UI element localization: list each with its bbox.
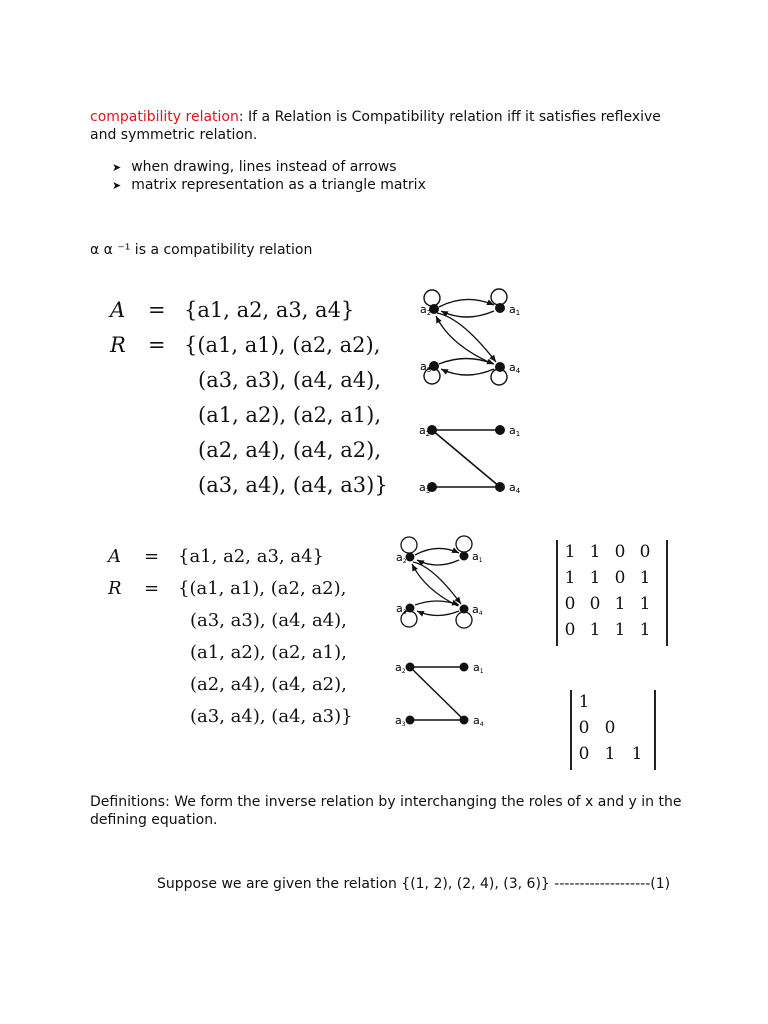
matrix-cell: 1	[639, 594, 651, 614]
matrix-cell: 1	[589, 620, 601, 640]
edge-a2-a4	[432, 430, 500, 487]
relation-line: A = {a1, a2, a3, a4}	[110, 298, 355, 322]
matrix-cell: 0	[589, 594, 601, 614]
matrix-cell: 1	[589, 542, 601, 562]
node-a1	[460, 663, 469, 672]
relation-line: R = {(a1, a1), (a2, a2),	[108, 578, 347, 599]
matrix-cell: 1	[614, 594, 626, 614]
relation-line: (a2, a4), (a4, a2),	[198, 438, 382, 462]
edge-a2-a4	[413, 562, 461, 604]
matrix-cell: 1	[614, 620, 626, 640]
edge-a2-a4	[437, 313, 496, 362]
matrix-cell: 0	[614, 542, 626, 562]
matrix-cell: 0	[614, 568, 626, 588]
relation-line: (a3, a4), (a4, a3)}	[198, 473, 388, 497]
node-label: a4	[509, 481, 521, 495]
node-label: a1	[473, 661, 484, 675]
compatibility-graph-small	[410, 667, 464, 720]
node-a1	[495, 303, 505, 313]
node-label: a4	[472, 603, 483, 617]
edge-a2-a4	[410, 667, 464, 720]
relation-line: (a3, a3), (a4, a4),	[198, 368, 382, 392]
arrowhead-bullet-icon: ➤	[112, 161, 122, 174]
relation-line: R = {(a1, a1), (a2, a2),	[110, 333, 381, 357]
matrix-cell: 0	[639, 542, 651, 562]
bullet-item: ➤ when drawing, lines instead of arrows	[112, 159, 397, 175]
matrix-cell: 0	[564, 620, 576, 640]
definition-text-continued: and symmetric relation.	[90, 127, 258, 143]
node-label: a2	[420, 303, 432, 317]
matrix-cell: 1	[604, 744, 616, 764]
node-a1	[460, 552, 469, 561]
self-loop	[456, 612, 472, 628]
digraph-with-arrows-small	[401, 536, 472, 628]
edge-a4-a2	[412, 564, 458, 606]
matrix-cell: 0	[578, 744, 590, 764]
node-label: a1	[472, 550, 483, 564]
edge-a1-a2	[441, 311, 494, 317]
node-a1	[495, 425, 505, 435]
matrix-cell: 1	[639, 568, 651, 588]
relation-line: (a3, a3), (a4, a4),	[190, 610, 347, 631]
self-loop	[456, 536, 472, 552]
self-loop	[491, 289, 507, 305]
matrix-cell: 1	[631, 744, 643, 764]
edge-a3-a4	[415, 601, 459, 605]
edge-a1-a2	[417, 560, 459, 565]
node-a3	[406, 716, 415, 725]
relation-line: (a3, a4), (a4, a3)}	[190, 706, 353, 727]
matrix-cell: 0	[578, 718, 590, 738]
matrix-cell: 0	[564, 594, 576, 614]
definitions-text-continued: defining equation.	[90, 812, 218, 828]
node-a4	[460, 716, 469, 725]
relation-matrix	[556, 540, 668, 646]
digraph-with-arrows	[424, 289, 507, 385]
digraph-nodes-small	[406, 552, 469, 614]
node-label: a1	[509, 424, 521, 438]
example-statement: Suppose we are given the relation {(1, 2), (2, 4), (3, 6)} -------------------(1)	[157, 876, 671, 892]
matrix-bracket-left	[556, 540, 558, 646]
node-label: a1	[509, 303, 521, 317]
edge-a4-a3	[441, 369, 494, 375]
edge-a4-a3	[417, 611, 459, 616]
relation-line: (a1, a2), (a2, a1),	[198, 403, 382, 427]
node-label: a4	[473, 714, 484, 728]
node-label: a2	[395, 661, 406, 675]
relation-line: (a2, a4), (a4, a2),	[190, 674, 347, 695]
matrix-bracket-left	[570, 690, 572, 770]
node-label: a3	[419, 481, 431, 495]
compatibility-graph	[432, 430, 500, 487]
node-label: a2	[396, 551, 407, 565]
node-label: a4	[509, 361, 521, 375]
matrix-cell: 1	[589, 568, 601, 588]
node-a4	[495, 362, 505, 372]
matrix-bracket-right	[666, 540, 668, 646]
composition-statement: α α ⁻¹ is a compatibility relation	[90, 242, 313, 258]
edge-a4-a2	[436, 316, 493, 364]
node-a3	[406, 604, 415, 613]
defined-term: compatibility relation	[90, 109, 239, 125]
node-a2	[406, 553, 415, 562]
arrowhead-bullet-icon: ➤	[112, 179, 122, 192]
node-a2	[406, 663, 415, 672]
node-label: a3	[420, 360, 432, 374]
edge-a2-a1	[415, 548, 459, 555]
node-a4	[460, 605, 469, 614]
definition-text: : If a Relation is Compatibility relation iff it satisfies reflexive	[238, 109, 661, 125]
definitions-text: Definitions: We form the inverse relation by interchanging the roles of x and y in the	[90, 794, 682, 810]
node-label: a3	[396, 602, 407, 616]
node-label: a3	[395, 714, 406, 728]
node-label: a2	[419, 424, 431, 438]
triangle-matrix	[570, 690, 656, 770]
self-loop	[401, 537, 417, 553]
edge-a3-a4	[439, 359, 494, 365]
relation-line: (a1, a2), (a2, a1),	[190, 642, 347, 663]
edge-a2-a1	[439, 299, 494, 307]
matrix-cell: 0	[604, 718, 616, 738]
matrix-bracket-right	[654, 690, 656, 770]
matrix-cell: 1	[564, 542, 576, 562]
relation-line: A = {a1, a2, a3, a4}	[108, 546, 324, 567]
node-a4	[495, 482, 505, 492]
matrix-cell: 1	[639, 620, 651, 640]
matrix-cell: 1	[564, 568, 576, 588]
bullet-item: ➤ matrix representation as a triangle matrix	[112, 177, 426, 193]
matrix-cell: 1	[578, 692, 590, 712]
